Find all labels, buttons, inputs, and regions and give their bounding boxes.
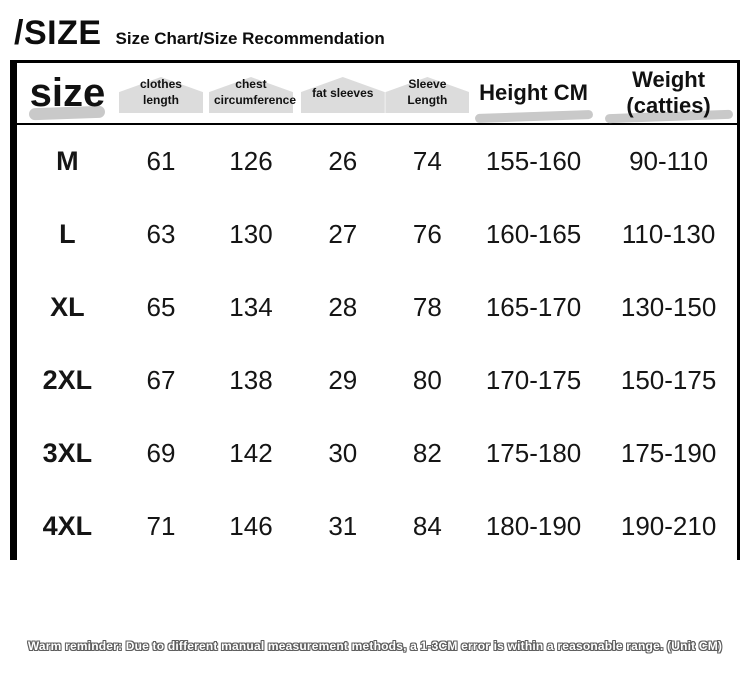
col-header-size bbox=[17, 63, 118, 124]
size-cell: M bbox=[56, 146, 79, 176]
underline-decoration bbox=[474, 110, 592, 123]
table-row bbox=[17, 490, 737, 563]
col-header-fat-sleeves-label: fat sleeves bbox=[312, 86, 374, 100]
value-cell: 84 bbox=[412, 511, 442, 541]
col-header-height bbox=[467, 63, 600, 124]
value-cell: 65 bbox=[146, 292, 176, 322]
value-cell: 160-165 bbox=[485, 219, 582, 249]
col-header-weight-label: Weight (catties) bbox=[626, 67, 711, 118]
col-header-chest-circumference bbox=[204, 63, 298, 124]
value-cell: 110-130 bbox=[621, 219, 716, 249]
table-row bbox=[17, 124, 737, 198]
value-cell: 61 bbox=[146, 146, 176, 176]
size-cell: XL bbox=[50, 292, 85, 322]
col-header-size-label: size bbox=[29, 71, 106, 115]
value-cell: 130-150 bbox=[620, 292, 717, 322]
value-cell: 78 bbox=[412, 292, 442, 322]
value-cell: 31 bbox=[328, 511, 358, 541]
value-cell: 170-175 bbox=[485, 365, 582, 395]
value-cell: 76 bbox=[412, 219, 442, 249]
value-cell: 130 bbox=[229, 219, 273, 249]
footer-note: Warm reminder: Due to different manual measurement methods, a 1-3CM error is within a reasonable range. (Unit CM) bbox=[27, 639, 723, 653]
value-cell: 28 bbox=[328, 292, 358, 322]
value-cell: 134 bbox=[229, 292, 273, 322]
value-cell: 67 bbox=[146, 365, 176, 395]
value-cell: 180-190 bbox=[485, 511, 582, 541]
value-cell: 165-170 bbox=[485, 292, 582, 322]
value-cell: 69 bbox=[146, 438, 176, 468]
size-table-grid bbox=[17, 63, 737, 563]
value-cell: 26 bbox=[328, 146, 358, 176]
value-cell: 138 bbox=[229, 365, 273, 395]
titlebar bbox=[14, 14, 385, 53]
col-header-clothes-length-label: clothes length bbox=[139, 77, 182, 107]
col-header-fat-sleeves bbox=[298, 63, 388, 124]
value-cell: 27 bbox=[328, 219, 358, 249]
table-row bbox=[17, 344, 737, 417]
page-subtitle: Size Chart/Size Recommendation bbox=[115, 29, 385, 48]
value-cell: 190-210 bbox=[620, 511, 717, 541]
value-cell: 126 bbox=[229, 146, 273, 176]
table-row bbox=[17, 198, 737, 271]
value-cell: 29 bbox=[328, 365, 358, 395]
value-cell: 90-110 bbox=[629, 146, 709, 176]
size-cell: L bbox=[59, 219, 76, 249]
col-header-chest-circumference-label: chest circumference bbox=[213, 77, 297, 107]
value-cell: 80 bbox=[412, 365, 442, 395]
header-row bbox=[17, 63, 737, 124]
col-header-clothes-length bbox=[118, 63, 204, 124]
value-cell: 175-190 bbox=[620, 438, 717, 468]
value-cell: 155-160 bbox=[485, 146, 582, 176]
value-cell: 82 bbox=[412, 438, 442, 468]
col-header-height-label: Height CM bbox=[479, 80, 588, 105]
size-cell: 2XL bbox=[42, 365, 93, 395]
value-cell: 142 bbox=[229, 438, 273, 468]
page-title: /SIZE bbox=[14, 14, 102, 52]
size-table bbox=[10, 60, 740, 560]
value-cell: 150-175 bbox=[620, 365, 717, 395]
value-cell: 71 bbox=[146, 511, 176, 541]
size-cell: 4XL bbox=[42, 511, 93, 541]
size-cell: 3XL bbox=[42, 438, 93, 468]
table-row bbox=[17, 271, 737, 344]
col-header-sleeve-length bbox=[388, 63, 467, 124]
value-cell: 146 bbox=[229, 511, 273, 541]
value-cell: 74 bbox=[412, 146, 442, 176]
value-cell: 175-180 bbox=[485, 438, 582, 468]
col-header-sleeve-length-label: Sleeve Length bbox=[407, 77, 448, 107]
col-header-weight bbox=[600, 63, 737, 124]
value-cell: 63 bbox=[146, 219, 176, 249]
table-row bbox=[17, 417, 737, 490]
value-cell: 30 bbox=[328, 438, 358, 468]
